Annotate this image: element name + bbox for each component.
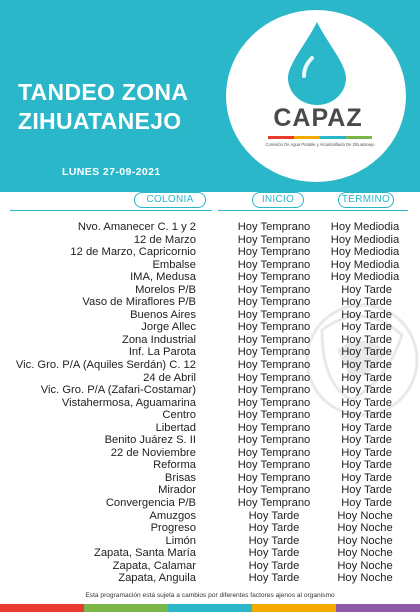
inicio-cell: Hoy Temprano [237, 233, 311, 246]
table-row [0, 484, 420, 497]
termino-cell: Hoy Tarde [341, 434, 392, 447]
inicio-cell: Hoy Temprano [237, 321, 311, 334]
table-row [0, 334, 420, 347]
termino-cell: Hoy Tarde [341, 446, 392, 459]
inicio-cell: Hoy Temprano [237, 346, 311, 359]
table-row [0, 359, 420, 372]
termino-cell: Hoy Tarde [341, 484, 392, 497]
schedule-table [0, 221, 420, 585]
inicio-cell: Hoy Temprano [237, 446, 311, 459]
page-title [18, 78, 188, 136]
colonia-cell: Benito Juárez S. II [104, 434, 196, 447]
table-row [0, 372, 420, 385]
termino-cell: Hoy Tarde [341, 421, 392, 434]
inicio-cell: Hoy Temprano [237, 333, 311, 346]
table-row [0, 259, 420, 272]
table-row [0, 221, 420, 234]
inicio-cell: Hoy Temprano [237, 258, 311, 271]
header-banner [0, 0, 420, 192]
table-row [0, 346, 420, 359]
title-line-2: ZIHUATANEJO [18, 108, 182, 134]
colonia-cell: Amuzgos [149, 509, 196, 522]
colonia-cell: Mirador [158, 484, 196, 497]
termino-cell: Hoy Noche [337, 559, 393, 572]
termino-cell: Hoy Noche [337, 534, 393, 547]
inicio-cell: Hoy Temprano [237, 359, 311, 372]
colonia-cell: Zapata, Santa María [94, 547, 196, 560]
termino-cell: Hoy Tarde [341, 333, 392, 346]
termino-cell: Hoy Noche [337, 522, 393, 535]
inicio-cell: Hoy Temprano [237, 421, 311, 434]
termino-cell: Hoy Tarde [341, 497, 392, 510]
termino-cell: Hoy Tarde [341, 396, 392, 409]
disclaimer-note: Esta programación está sujeta a cambios por diferentes factores ajenos al organismo [85, 592, 335, 599]
colonia-cell: Limón [165, 534, 196, 547]
termino-cell: Hoy Mediodia [330, 221, 400, 233]
table-row [0, 397, 420, 410]
colonia-cell: 12 de Marzo, Capricornio [70, 246, 196, 259]
inicio-cell: Hoy Temprano [237, 384, 311, 397]
inicio-cell: Hoy Temprano [237, 221, 311, 233]
header-divider [10, 210, 212, 211]
colonia-cell: Morelos P/B [135, 283, 196, 296]
colonia-cell: Zona Industrial [121, 333, 196, 346]
termino-cell: Hoy Mediodia [330, 246, 400, 259]
brand-color-stripe [268, 136, 372, 139]
table-row [0, 472, 420, 485]
colonia-cell: Zapata, Anguila [118, 572, 196, 585]
table-row [0, 271, 420, 284]
table-row [0, 309, 420, 322]
title-line-1: TANDEO ZONA [18, 79, 189, 105]
inicio-cell: Hoy Tarde [248, 522, 300, 535]
colonia-cell: Convergencia P/B [105, 497, 196, 510]
table-row [0, 572, 420, 585]
inicio-cell: Hoy Temprano [237, 246, 311, 259]
colonia-cell: Reforma [153, 459, 196, 472]
colonia-cell: Centro [162, 409, 196, 422]
termino-cell: Hoy Mediodia [330, 233, 400, 246]
termino-cell: Hoy Tarde [341, 296, 392, 309]
inicio-cell: Hoy Temprano [237, 409, 311, 422]
table-row [0, 384, 420, 397]
inicio-cell: Hoy Temprano [237, 371, 311, 384]
footer-bar-segment [84, 604, 168, 612]
table-row [0, 409, 420, 422]
table-row [0, 560, 420, 573]
colonia-cell: Buenos Aires [130, 308, 196, 321]
brand-subtitle: Comisión De Agua Potable y Alcantarillado De Zihuatanejo [265, 142, 375, 147]
table-row [0, 284, 420, 297]
inicio-cell: Hoy Temprano [237, 471, 311, 484]
brand-stripe-green [346, 136, 372, 139]
inicio-cell: Hoy Temprano [237, 497, 311, 510]
table-row [0, 522, 420, 535]
termino-cell: Hoy Mediodia [330, 258, 400, 271]
termino-cell: Hoy Tarde [341, 308, 392, 321]
footer-color-bar [0, 604, 420, 612]
termino-cell: Hoy Tarde [341, 459, 392, 472]
table-row [0, 296, 420, 309]
termino-cell: Hoy Tarde [341, 384, 392, 397]
colonia-cell: Zapata, Calamar [112, 559, 196, 572]
inicio-cell: Hoy Tarde [248, 547, 300, 560]
footer-bar-segment [336, 604, 420, 612]
colonia-cell: Vistahermosa, Aguamarina [61, 396, 196, 409]
colonia-cell: 12 de Marzo [133, 233, 196, 246]
inicio-cell: Hoy Temprano [237, 271, 311, 284]
termino-cell: Hoy Tarde [341, 371, 392, 384]
termino-cell: Hoy Noche [337, 509, 393, 522]
termino-cell: Hoy Tarde [341, 409, 392, 422]
termino-cell: Hoy Mediodia [330, 271, 400, 284]
colonia-cell: 22 de Noviembre [110, 446, 196, 459]
termino-cell: Hoy Tarde [341, 471, 392, 484]
schedule-date: LUNES 27-09-2021 [62, 166, 161, 178]
colonia-cell: Libertad [155, 421, 196, 434]
colonia-cell: Jorge Allec [141, 321, 196, 334]
inicio-cell: Hoy Temprano [237, 283, 311, 296]
footer-bar-segment [0, 604, 84, 612]
termino-cell: Hoy Tarde [341, 283, 392, 296]
table-row [0, 447, 420, 460]
termino-cell: Hoy Tarde [341, 359, 392, 372]
inicio-cell: Hoy Tarde [248, 559, 300, 572]
table-row [0, 234, 420, 247]
brand-stripe-red [268, 136, 294, 139]
colonia-cell: Vic. Gro. P/A (Aquiles Serdán) C. 12 [15, 359, 196, 372]
table-row [0, 422, 420, 435]
colonia-cell: Progreso [150, 522, 196, 535]
colonia-cell: Vaso de Miraflores P/B [82, 296, 196, 309]
header-divider [218, 210, 328, 211]
inicio-cell: Hoy Temprano [237, 296, 311, 309]
colonia-cell: Nvo. Amanecer C. 1 y 2 [77, 221, 196, 233]
inicio-cell: Hoy Tarde [248, 509, 300, 522]
column-header-termino: TÉRMINO [338, 192, 394, 208]
footer-bar-segment [168, 604, 252, 612]
table-row [0, 459, 420, 472]
inicio-cell: Hoy Tarde [248, 572, 300, 585]
inicio-cell: Hoy Tarde [248, 534, 300, 547]
colonia-cell: Embalse [152, 258, 196, 271]
colonia-cell: Inf. La Parota [128, 346, 196, 359]
table-row [0, 510, 420, 523]
termino-cell: Hoy Tarde [341, 321, 392, 334]
water-drop-icon [284, 20, 350, 106]
inicio-cell: Hoy Temprano [237, 484, 311, 497]
inicio-cell: Hoy Temprano [237, 308, 311, 321]
colonia-cell: Brisas [164, 471, 196, 484]
termino-cell: Hoy Noche [337, 572, 393, 585]
table-row [0, 547, 420, 560]
column-header-colonia: COLONIA [134, 192, 206, 208]
inicio-cell: Hoy Temprano [237, 434, 311, 447]
footer-bar-segment [252, 604, 336, 612]
brand-name: CAPAZ [273, 104, 363, 132]
table-row [0, 434, 420, 447]
inicio-cell: Hoy Temprano [237, 459, 311, 472]
termino-cell: Hoy Tarde [341, 346, 392, 359]
header-divider [318, 210, 408, 211]
brand-stripe-blue [320, 136, 346, 139]
table-row [0, 535, 420, 548]
colonia-cell: IMA, Medusa [130, 271, 196, 284]
table-row [0, 246, 420, 259]
inicio-cell: Hoy Temprano [237, 396, 311, 409]
brand-stripe-yellow [294, 136, 320, 139]
termino-cell: Hoy Noche [337, 547, 393, 560]
table-row [0, 321, 420, 334]
colonia-cell: 24 de Abril [143, 371, 196, 384]
column-header-inicio: INICIO [252, 192, 304, 208]
table-row [0, 497, 420, 510]
colonia-cell: Vic. Gro. P/A (Zafari-Costamar) [40, 384, 196, 397]
